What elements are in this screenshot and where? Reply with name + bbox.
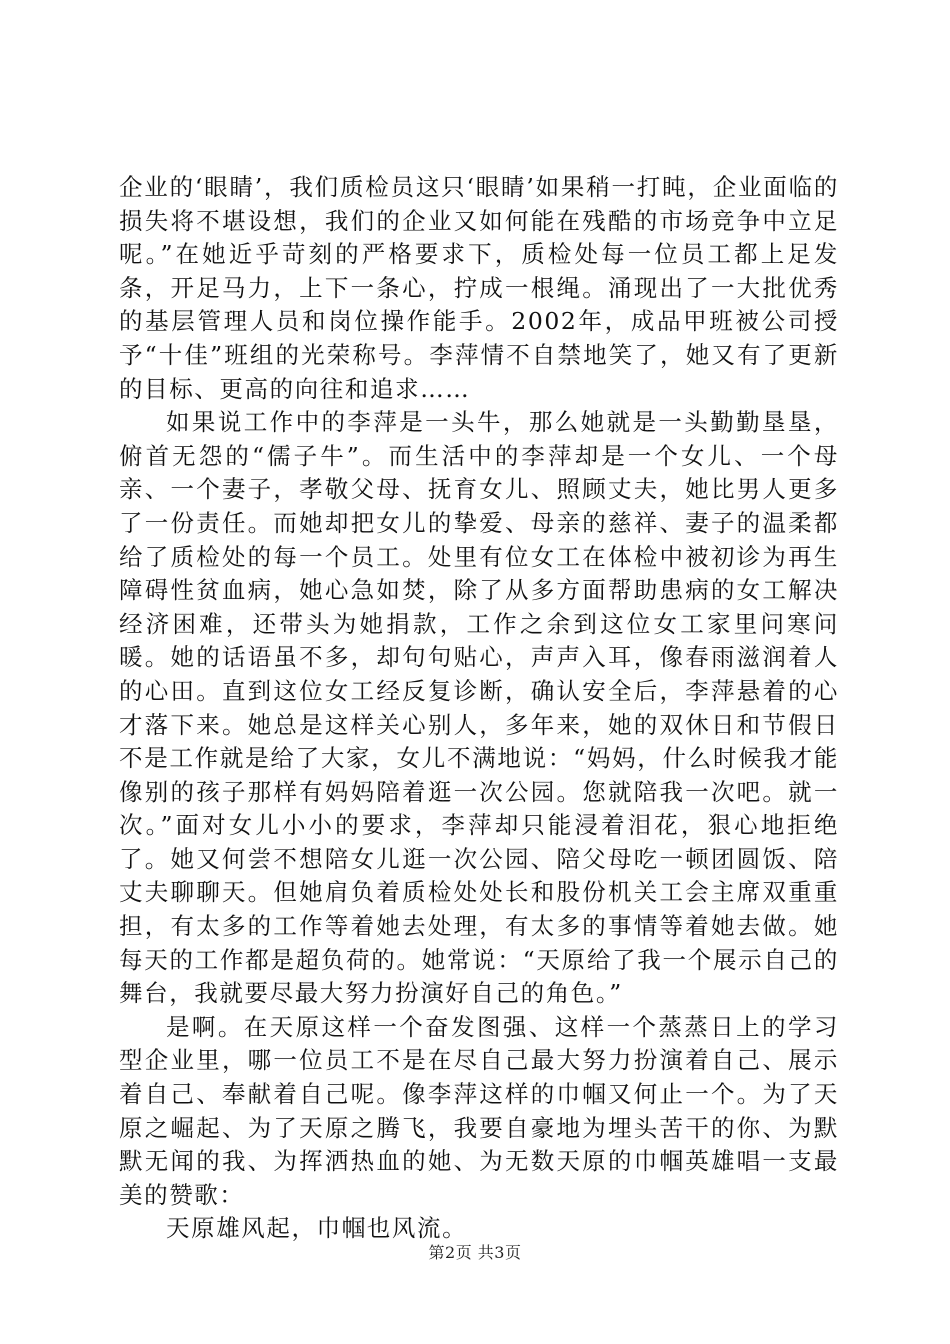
paragraph-continuation: 企业的‘眼睛’，我们质检员这只‘眼睛’如果稍一打盹，企业面临的损失将不堪设想，我们的企业又如何能在残酷的市场竞争中立足呢。”在她近乎苛刻的严格要求下，质检处每一位员工都上足发条，开足马力，上下一条心，拧成一根绳。涌现出了一大批优秀的基层管理人员和岗位操作能手。2002年，成品甲班被公司授予“十佳”班组的光荣称号。李萍情不自禁地笑了，她又有了更新的目标、更高的向往和追求…… [119, 173, 839, 403]
paragraph-liping-life: 如果说工作中的李萍是一头牛，那么她就是一头勤勤垦垦，俯首无怨的“儒子牛”。而生活中的李萍却是一个女儿、一个母亲、一个妻子，孝敬父母、抚育女儿、照顾丈夫，她比男人更多了一份责任。而她却把女儿的挚爱、母亲的慈祥、妻子的温柔都给了质检处的每一个员工。处里有位女工在体检中被初诊为再生障碍性贫血病，她心急如焚，除了从多方面帮助患病的女工解决经济困难，还带头为她捐款，工作之余到这位女工家里问寒问暖。她的话语虽不多，却句句贴心，声声入耳，像春雨滋润着人的心田。直到这位女工经反复诊断，确认安全后，李萍悬着的心才落下来。她总是这样关心别人，多年来，她的双休日和节假日不是工作就是给了大家，女儿不满地说：“妈妈，什么时候我才能像别的孩子那样有妈妈陪着逛一次公园。您就陪我一次吧。就一次。”面对女儿小小的要求，李萍却只能浸着泪花，狠心地拒绝了。她又何尝不想陪女儿逛一次公园、陪父母吃一顿团圆饭、陪丈夫聊聊天。但她肩负着质检处处长和股份机关工会主席双重重担，有太多的工作等着她去处理，有太多的事情等着她去做。她每天的工作都是超负荷的。她常说：“天原给了我一个展示自己的舞台，我就要尽最大努力扮演好自己的角色。” [119, 408, 839, 1008]
paragraph-tianyuan-women: 是啊。在天原这样一个奋发图强、这样一个蒸蒸日上的学习型企业里，哪一位员工不是在尽自己最大努力扮演着自己、展示着自己、奉献着自己呢。像李萍这样的巾帼又何止一个。为了天原之崛起、为了天原之腾飞，我要自豪地为埋头苦干的你、为默默无闻的我、为挥洒热血的她、为无数天原的巾帼英雄唱一支最美的赞歌： [119, 1012, 839, 1209]
document-body [119, 171, 839, 1246]
page-number-footer: 第2页 共3页 [428, 1243, 522, 1262]
paragraph-closing-line: 天原雄风起，巾帼也风流。 [166, 1214, 468, 1243]
